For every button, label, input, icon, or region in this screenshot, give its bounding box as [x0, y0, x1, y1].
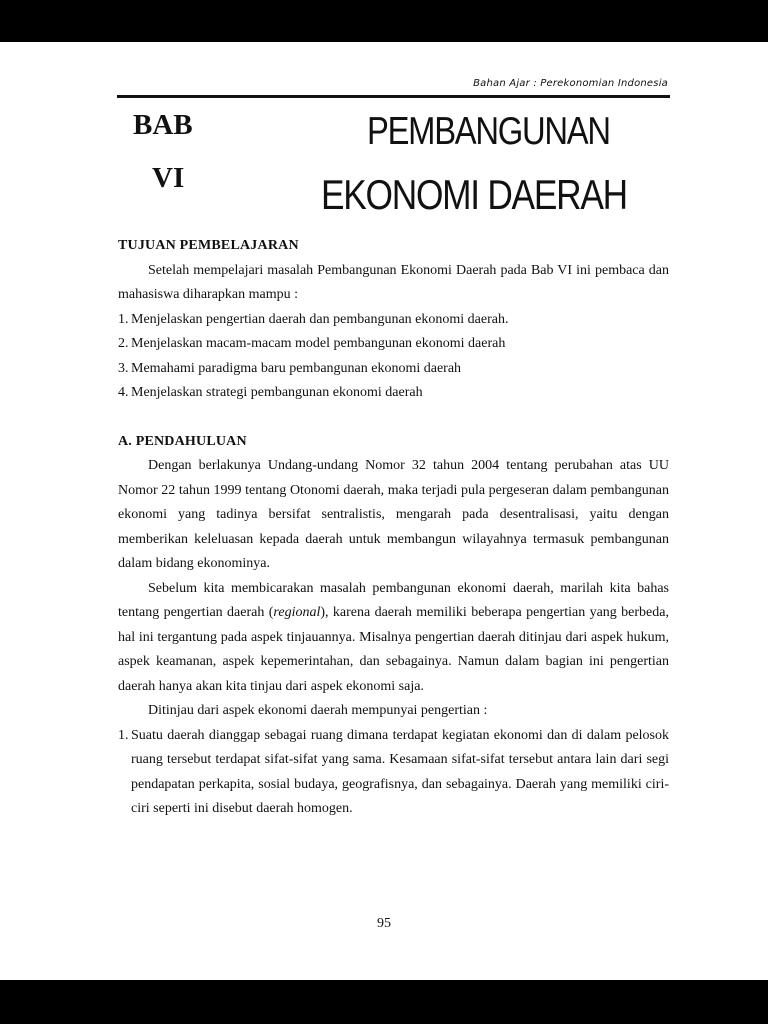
objectives-intro: Setelah mempelajari masalah Pembangunan Ekonomi Daerah pada Bab VI ini pembaca dan mahasiswa diharapkan mampu : [118, 262, 669, 302]
list-item: 2. Menjelaskan macam-macam model pembangunan ekonomi daerah [118, 336, 506, 351]
list-item: 1. Suatu daerah dianggap sebagai ruang dimana terdapat kegiatan ekonomi dan di dalam pelosok ruang tersebut terdapat sifat-sifat yang sama. Kesamaan sifat-sifat tersebut antara lain dari segi pendapatan perkapita, sosial budaya, geografisnya, dan sebagainya. Daerah yang memiliki ciri-ciri seperti ini disebut daerah homogen. [118, 727, 669, 816]
paragraph: Sebelum kita membicarakan masalah pembangunan ekonomi daerah, marilah kita bahas tentang pengertian daerah (regional), karena daerah memiliki beberapa pengertian yang berbeda, hal ini tergantung pada aspek tinjauannya. Misalnya pengertian daerah ditinjau dari aspek hukum, aspek keamanan, aspek kepemerintahan, dan sebagainya. Namun dalam bagian ini pengertian daerah hanya akan kita tinjau dari aspek ekonomi saja. [118, 580, 669, 694]
document-page [0, 42, 768, 980]
list-item: 1. Menjelaskan pengertian daerah dan pembangunan ekonomi daerah. [118, 311, 509, 327]
chapter-number: VI [152, 162, 185, 194]
objectives-heading: TUJUAN PEMBELAJARAN [118, 238, 299, 253]
chapter-label: BAB [133, 109, 193, 141]
objectives-list [118, 308, 669, 406]
running-header: Bahan Ajar : Perekonomian Indonesia [473, 78, 668, 89]
header-rule [117, 95, 670, 98]
section-heading: A. PENDAHULUAN [118, 433, 247, 449]
paragraph: Ditinjau dari aspek ekonomi daerah mempunyai pengertian : [148, 703, 488, 718]
list-item: 4. Menjelaskan strategi pembangunan ekonomi daerah [118, 385, 423, 400]
definition-list [118, 724, 669, 822]
chapter-title-line1: PEMBANGUNAN [367, 110, 610, 153]
paragraph: Dengan berlakunya Undang-undang Nomor 32 tahun 2004 tentang perubahan atas UU Nomor 22 tahun 1999 tentang Otonomi daerah, maka terjadi pula pergeseran dalam pembangunan ekonomi yang tadinya bersifat sentralistis, mengarah pada desentralisasi, yaitu dengan memberikan keleluasan kepada daerah untuk membangun wilayahnya termasuk pembangunan dalam bidang ekonominya. [118, 458, 669, 571]
list-item: 3. Memahami paradigma baru pembangunan ekonomi daerah [118, 360, 462, 376]
chapter-title-line2: EKONOMI DAERAH [321, 171, 627, 218]
page-number: 95 [377, 916, 391, 931]
body-text [118, 234, 669, 822]
